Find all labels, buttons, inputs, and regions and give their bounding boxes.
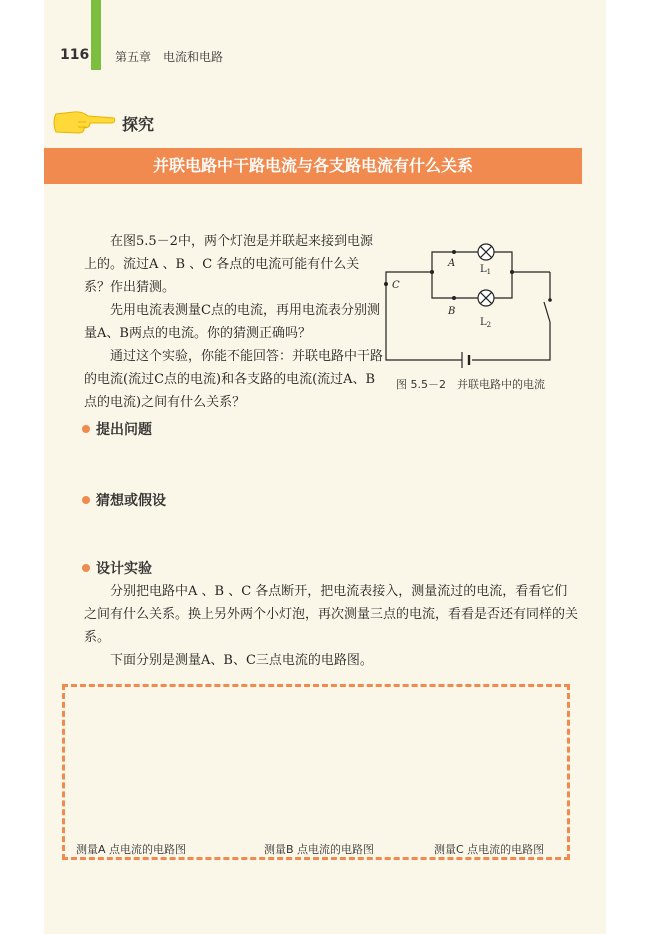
circuit-drawing-area	[62, 684, 570, 860]
bullet-guess: 猜想或假设	[82, 490, 166, 510]
intro-paragraph: 在图5.5－2中，两个灯泡是并联起来接到电源上的。流过A 、B 、C 各点的电流可能有什么关系？作出猜测。	[84, 234, 373, 295]
bullet-dot	[82, 496, 90, 504]
pointing-hand-icon	[48, 106, 118, 138]
figure-caption: 图 5.5－2 并联电路中的电流	[396, 378, 545, 391]
lamp-l1	[478, 244, 494, 260]
intro-text	[84, 230, 384, 414]
point-c	[384, 282, 388, 286]
caption-measure-b: 测量B 点电流的电路图	[264, 843, 375, 856]
bullet-design: 设计实验	[82, 558, 152, 578]
chapter-title: 第五章 电流和电路	[115, 50, 224, 64]
label-l2: $L_2$	[480, 317, 492, 329]
banner-title: 并联电路中干路电流与各支路电流有什么关系	[152, 156, 473, 175]
point-b	[452, 296, 456, 300]
intro-paragraph: 通过这个实验，你能不能回答：并联电路中干路的电流(流过C点的电流)和各支路的电流(流过A、B点的电流)之间有什么关系？	[84, 349, 384, 410]
section-label: 探究	[122, 115, 155, 134]
chapter-marker-bar	[91, 0, 101, 70]
switch	[544, 302, 550, 322]
caption-measure-a: 测量A 点电流的电路图	[76, 843, 187, 856]
parallel-circuit-diagram	[384, 230, 564, 370]
point-a	[452, 250, 456, 254]
label-c: C	[392, 280, 400, 291]
design-paragraph: 下面分别是测量A、B、C三点电流的电路图。	[110, 653, 373, 668]
intro-paragraph: 先用电流表测量C点的电流，再用电流表分别测量A、B两点的电流。你的猜测正确吗？	[84, 303, 380, 341]
label-a: A	[448, 258, 456, 269]
bullet-dot	[82, 425, 90, 433]
label-b: B	[448, 306, 456, 317]
design-paragraph: 分别把电路中A 、B 、C 各点断开，把电流表接入，测量流过的电流，看看它们之间有什么关系。换上另外两个小灯泡，再次测量三点的电流，看看是否还有同样的关系。	[84, 584, 579, 645]
title-banner	[44, 148, 582, 184]
bullet-ask: 提出问题	[82, 419, 152, 439]
page-number: 116	[60, 47, 90, 63]
label-l1: $L_1$	[480, 264, 492, 276]
bullet-dot	[82, 564, 90, 572]
design-text	[84, 580, 580, 672]
lamp-l2	[478, 290, 494, 306]
caption-measure-c: 测量C 点电流的电路图	[434, 843, 545, 856]
